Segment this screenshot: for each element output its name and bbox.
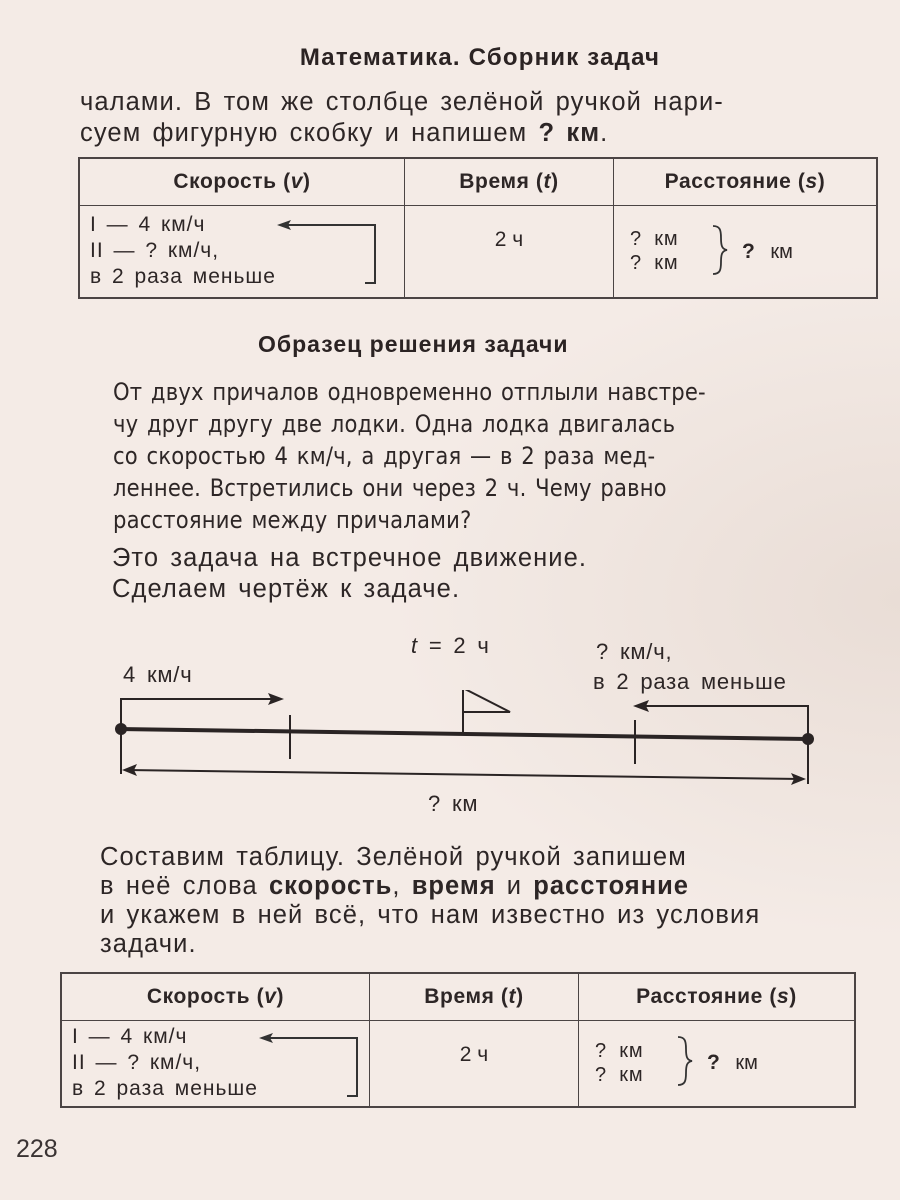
time-cell: 2 ч — [370, 1021, 579, 1107]
header-time: Время (t) — [405, 158, 614, 206]
condition-line: чу друг другу две лодки. Одна лодка двигалась — [113, 410, 676, 438]
condition-line: со скоростью 4 км/ч, а другая — в 2 раза мед- — [113, 442, 656, 470]
speed-time-distance-table-top — [78, 157, 878, 299]
table-row — [61, 1021, 855, 1107]
relation-arrow-icon — [257, 1029, 367, 1101]
table-header-row — [79, 158, 877, 206]
header-speed: Скорость (v) — [61, 973, 370, 1021]
keyword-time: время — [411, 872, 496, 900]
running-header: Математика. Сборник задач — [299, 44, 661, 71]
time-cell: 2 ч — [405, 206, 614, 298]
motion-diagram — [100, 690, 830, 790]
diagram-time-label: t = 2 ч — [411, 633, 490, 658]
speed-time-distance-table-bottom — [60, 972, 856, 1108]
condition-line: леннее. Встретились они через 2 ч. Чему равно — [113, 474, 667, 502]
bold-answer: ? км — [538, 119, 601, 147]
distance-cell: ? км ? км ? км — [579, 1021, 856, 1107]
page-number: 228 — [16, 1135, 58, 1163]
curly-brace-icon — [710, 224, 730, 276]
distance-cell: ? км ? км ? км — [614, 206, 878, 298]
intro-line-1: чалами. В том же столбце зелёной ручкой нари- — [80, 88, 724, 116]
header-distance: Расстояние (s) — [579, 973, 856, 1021]
explanation: Это задача на встречное движение. Сделаем чертёж к задаче. — [112, 544, 588, 603]
relation-arrow-icon — [275, 216, 385, 288]
condition-line: От двух причалов одновременно отплыли навстре- — [113, 378, 706, 406]
diagram-right-speed-line1: ? км/ч, — [596, 639, 673, 664]
distance-total: ? км — [707, 1051, 758, 1074]
distance-arrow — [126, 770, 802, 779]
keyword-speed: скорость — [269, 872, 393, 900]
condition-line: расстояние между причалами? — [113, 506, 472, 534]
route-line — [121, 729, 808, 739]
speed-cell: I — 4 км/ч II — ? км/ч, в 2 раза меньше — [61, 1021, 370, 1107]
diagram-total-distance: ? км — [428, 791, 479, 816]
speed-cell: I — 4 км/ч II — ? км/ч, в 2 раза меньше — [79, 206, 405, 298]
diagram-right-speed-line2: в 2 раза меньше — [593, 669, 787, 694]
table-header-row — [61, 973, 855, 1021]
header-distance: Расстояние (s) — [614, 158, 878, 206]
intro-paragraph — [80, 87, 724, 149]
compose-paragraph: Составим таблицу. Зелёной ручкой запишем в неё слова скорость, время и расстояние и укажем в ней всё, что нам известно из условия задачи. — [100, 843, 761, 958]
keyword-distance: расстояние — [533, 872, 689, 900]
meeting-flag-icon — [463, 690, 510, 733]
distance-total: ? км — [742, 240, 793, 263]
header-speed: Скорость (v) — [79, 158, 405, 206]
intro-line-2: суем фигурную скобку и напишем ? км. — [80, 119, 609, 147]
diagram-left-speed: 4 км/ч — [123, 662, 193, 687]
table-row — [79, 206, 877, 298]
section-title: Образец решения задачи — [258, 331, 569, 357]
problem-condition — [113, 376, 870, 536]
curly-brace-icon — [675, 1035, 695, 1087]
header-time: Время (t) — [370, 973, 579, 1021]
